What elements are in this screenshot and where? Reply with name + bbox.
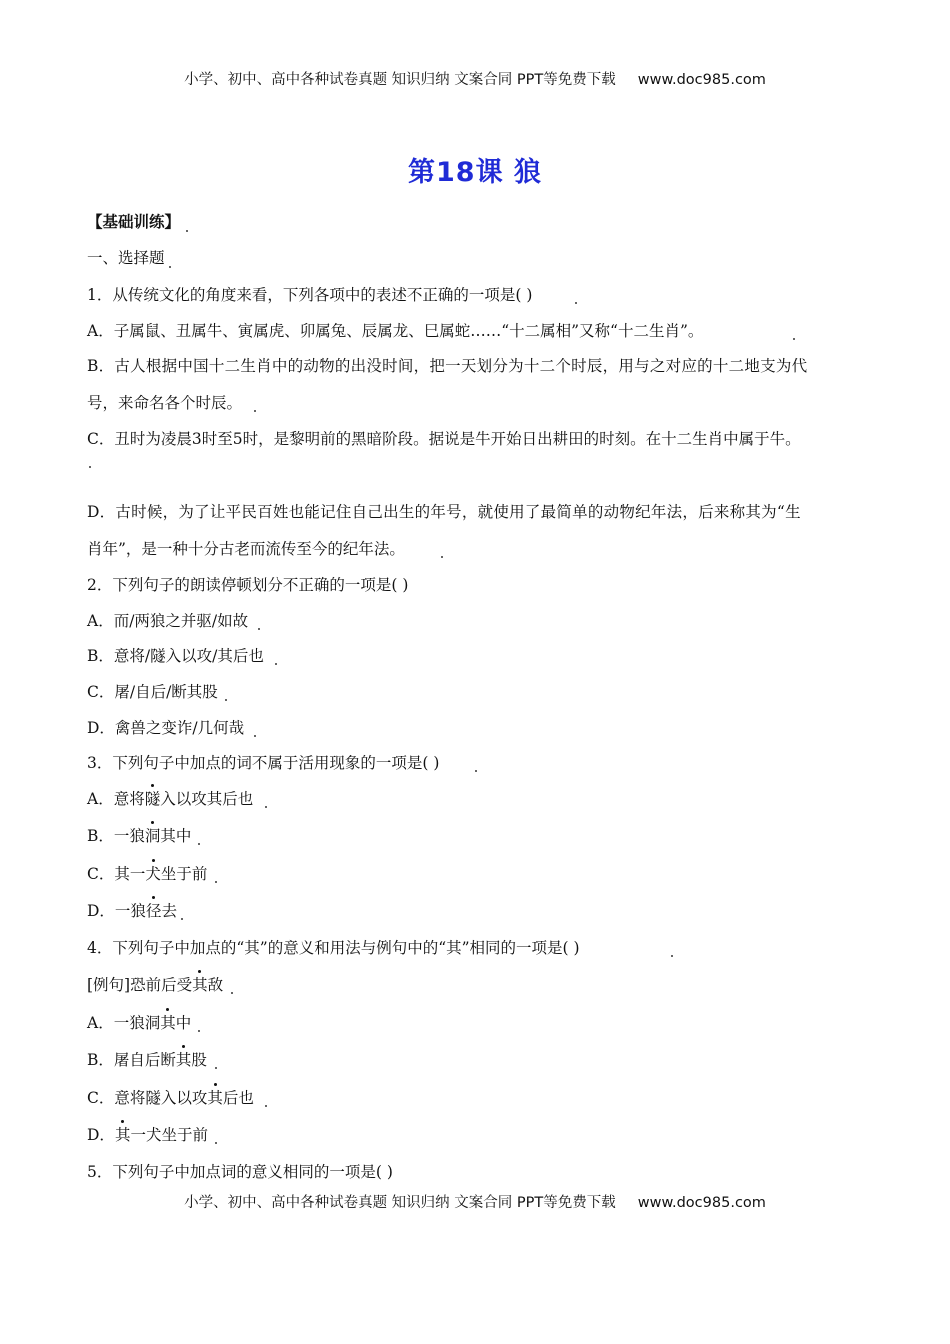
q3-option-c: C．其一犬坐于前 (87, 865, 208, 883)
q4-example: [例句]恐前后受其敌 (87, 976, 224, 994)
paragraph-mark (671, 955, 673, 957)
q4-option-d: D．其一犬坐于前 (87, 1126, 208, 1144)
dotted-word: 其 (160, 1014, 176, 1032)
footer-text: 小学、初中、高中各种试卷真题 知识归纳 文案合同 PPT等免费下载 (184, 1195, 616, 1211)
dotted-word: 洞 (144, 827, 161, 845)
paragraph-mark (225, 699, 227, 701)
dotted-word: 其 (175, 1051, 192, 1069)
footer-url[interactable]: www.doc985.com (637, 1195, 766, 1211)
q2-stem: 2．下列句子的朗读停顿划分不正确的一项是( ) (87, 576, 409, 594)
page-footer (0, 1191, 950, 1212)
section-heading: 【基础训练】 (87, 212, 181, 231)
q3-stem: 3．下列句子中加点的词不属于活用现象的一项是( ) (87, 754, 440, 772)
paragraph-mark (265, 1105, 267, 1107)
dotted-word: 犬 (145, 865, 161, 883)
paragraph-mark (198, 1030, 200, 1032)
dotted-word: 隧 (144, 790, 161, 808)
paragraph-mark (441, 556, 443, 558)
part-heading: 一、选择题 (87, 249, 165, 267)
paragraph-mark (215, 1142, 217, 1144)
paragraph-mark (258, 628, 260, 630)
q3-option-b: B．一狼洞其中 (87, 827, 192, 845)
q2-option-d: D．禽兽之变诈/几何哉 (87, 719, 245, 737)
paragraph-mark (575, 302, 577, 304)
paragraph-mark (186, 230, 188, 232)
q5-stem: 5．下列句子中加点词的意义相同的一项是( ) (87, 1163, 393, 1181)
dotted-word: 径 (145, 902, 162, 920)
q1-option-b-line1: B．古人根据中国十二生肖中的动物的出没时间，把一天划分为十二个时辰，用与之对应的十二地支为代 (87, 357, 808, 375)
q4-option-a: A．一狼洞其中 (87, 1014, 192, 1032)
paragraph-mark (181, 918, 183, 920)
paragraph-mark (254, 410, 256, 412)
dotted-word: 其 (114, 1126, 131, 1144)
q4-stem: 4．下列句子中加点的“其”的意义和用法与例句中的“其”相同的一项是( ) (87, 939, 580, 957)
q2-option-c: C．屠/自后/断其股 (87, 683, 218, 701)
paragraph-mark (198, 843, 200, 845)
paragraph-mark (475, 770, 477, 772)
q2-option-b: B．意将/隧入以攻/其后也 (87, 647, 264, 665)
q4-option-b: B．屠自后断其股 (87, 1051, 207, 1069)
paragraph-mark (275, 663, 277, 665)
q3-option-a: A．意将隧入以攻其后也 (87, 790, 254, 808)
q1-stem: 1．从传统文化的角度来看，下列各项中的表述不正确的一项是( ) (87, 286, 533, 304)
q3-option-d: D．一狼径去 (87, 902, 177, 920)
paragraph-mark (793, 338, 795, 340)
lesson-title: 第18课 狼 (408, 157, 542, 188)
paragraph-mark (215, 881, 217, 883)
dotted-word: 其 (207, 1089, 223, 1107)
q2-option-a: A．而/两狼之并驱/如故 (87, 612, 249, 630)
q1-option-b-line2: 号，来命名各个时辰。 (87, 394, 243, 412)
paragraph-mark (89, 466, 91, 468)
q1-option-d-line2: 肖年”，是一种十分古老而流传至今的纪年法。 (87, 540, 405, 558)
q1-option-a: A．子属鼠、丑属牛、寅属虎、卯属兔、辰属龙、巳属蛇……“十二属相”又称“十二生肖”。 (87, 322, 704, 340)
q1-option-d-line1: D．古时候，为了让平民百姓也能记住自己出生的年号，就使用了最简单的动物纪年法，后来称其为“生 (87, 503, 801, 521)
page-header (0, 68, 950, 89)
paragraph-mark (231, 992, 233, 994)
header-text: 小学、初中、高中各种试卷真题 知识归纳 文案合同 PPT等免费下载 (184, 72, 616, 88)
paragraph-mark (169, 266, 171, 268)
paragraph-mark (215, 1067, 217, 1069)
q4-option-c: C．意将隧入以攻其后也 (87, 1089, 254, 1107)
header-url[interactable]: www.doc985.com (637, 72, 766, 88)
paragraph-mark (254, 735, 256, 737)
paragraph-mark (265, 806, 267, 808)
dotted-word: 其 (192, 976, 208, 994)
q1-option-c: C．丑时为凌晨3时至5时，是黎明前的黑暗阶段。据说是牛开始日出耕田的时刻。在十二生肖中属于牛。 (87, 430, 801, 448)
